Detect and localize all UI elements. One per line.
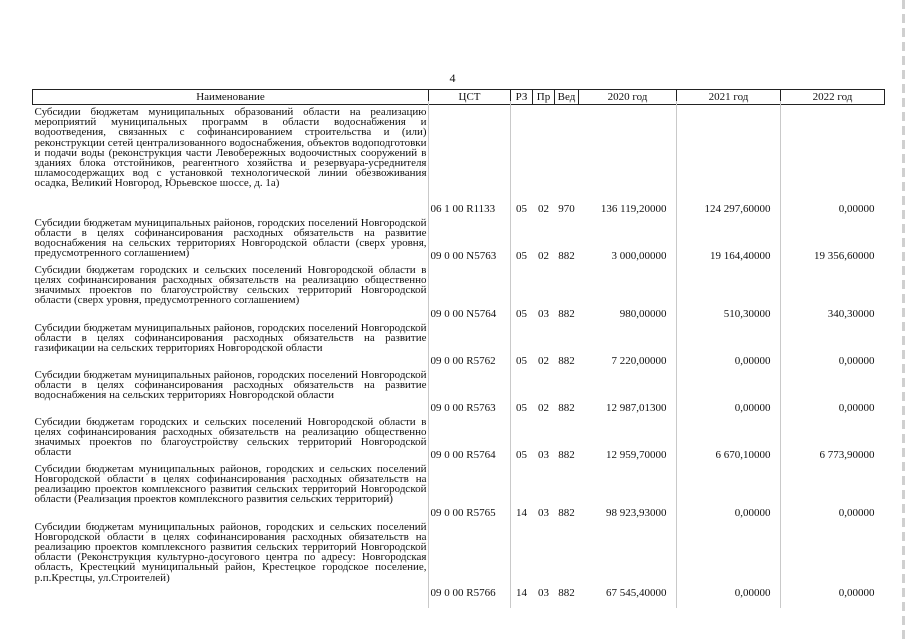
- row-rz: 05: [516, 355, 527, 368]
- header-2020: 2020 год: [579, 90, 677, 105]
- table-row: [33, 216, 885, 263]
- row-2022: 19 356,60000: [814, 250, 875, 263]
- row-cst: 06 1 00 R1133: [430, 203, 496, 216]
- row-2022: 6 773,90000: [819, 449, 875, 462]
- row-name: Субсидии бюджетам муниципальных районов, городских поселений Новгородской области в целях софинансирования расходных обязательств на развитие водоснабжения на сельских территориях Новгородской области (сверх уровня, предусмотренного соглашением): [34, 216, 427, 260]
- row-2021: 0,00000: [734, 587, 771, 600]
- row-rz: 05: [516, 449, 527, 462]
- row-pr: 02: [538, 203, 549, 216]
- row-ved: 882: [558, 507, 575, 520]
- page-number: 4: [449, 71, 456, 85]
- row-cst: 09 0 00 R5762: [430, 355, 496, 368]
- row-2022: 0,00000: [838, 587, 875, 600]
- row-cst: 09 0 00 N5763: [430, 250, 497, 263]
- table-row: [33, 368, 885, 415]
- row-pr: 03: [538, 507, 549, 520]
- row-pr: 02: [538, 402, 549, 415]
- row-rz: 05: [516, 203, 527, 216]
- row-rz: 14: [516, 507, 527, 520]
- table-row: [33, 415, 885, 462]
- header-2022: 2022 год: [781, 90, 885, 105]
- row-name: Субсидии бюджетам муниципальных районов, городских и сельских поселений Новгородской области в целях софинансирования расходных обязательств на реализацию проектов комплексного развития сельских территорий Новгородской области (Реконструкция культурно-досугового центра по адресу: Новгородская область, Крестецкий муниципальный район, Крестецкое городское поселение, р.п.Крестцы, ул.Строителей): [34, 520, 427, 584]
- row-2020: 3 000,00000: [611, 250, 667, 263]
- row-2021: 0,00000: [734, 507, 771, 520]
- row-2021: 510,30000: [723, 308, 771, 321]
- table-header-row: [33, 90, 885, 105]
- row-2021: 19 164,40000: [710, 250, 771, 263]
- row-rz: 05: [516, 402, 527, 415]
- table-row: [33, 321, 885, 368]
- row-name: Субсидии бюджетам муниципальных районов, городских и сельских поселений Новгородской области в целях софинансирования расходных обязательств на реализацию проектов комплексного развития сельских территорий Новгородской области (Реализация проектов комплексного развития сельских территорий): [34, 462, 427, 506]
- column-divider: [676, 101, 677, 608]
- row-cst: 09 0 00 R5765: [430, 507, 496, 520]
- header-cst: ЦСТ: [429, 90, 511, 105]
- row-pr: 02: [538, 355, 549, 368]
- row-2020: 980,00000: [619, 308, 667, 321]
- row-ved: 882: [558, 402, 575, 415]
- row-2020: 12 959,70000: [606, 449, 667, 462]
- row-rz: 05: [516, 308, 527, 321]
- row-name: Субсидии бюджетам муниципальных образований области на реализацию мероприятий муниципальных программ в области водоснабжения и водоотведения, связанных с софинансированием строительства и (или) реконструкции сетей централизованного водоснабжения, объектов водоподготовки и подачи воды (реконструкция части Левобережных водоочистных сооружений в зданиях блока отстойников, реагентного хозяйства и резервуара-усреднителя шламосодержащих вод с установкой технологической линии обезвоживания осадка, Великий Новгород, Юрьевское шоссе, д. 1а): [34, 106, 427, 190]
- row-2022: 0,00000: [838, 402, 875, 415]
- row-pr: 03: [538, 449, 549, 462]
- table-row: [33, 462, 885, 520]
- row-cst: 09 0 00 R5766: [430, 587, 496, 600]
- column-divider: [428, 101, 429, 608]
- header-2021: 2021 год: [677, 90, 781, 105]
- row-ved: 882: [558, 355, 575, 368]
- row-ved: 882: [558, 587, 575, 600]
- row-2022: 0,00000: [838, 507, 875, 520]
- row-2020: 7 220,00000: [611, 355, 667, 368]
- row-name: Субсидии бюджетам городских и сельских поселений Новгородской области в целях софинансирования расходных обязательств на реализацию общественно значимых проектов по благоустройству сельских территорий Новгородской области: [34, 415, 427, 459]
- table-row: [33, 105, 885, 216]
- row-ved: 882: [558, 308, 575, 321]
- row-2022: 0,00000: [838, 355, 875, 368]
- table-row: [33, 263, 885, 321]
- column-divider: [510, 101, 511, 608]
- row-name: Субсидии бюджетам муниципальных районов, городских поселений Новгородской области в целях софинансирования расходных обязательств на развитие водоснабжения на сельских территориях Новгородской области: [34, 368, 427, 401]
- row-cst: 09 0 00 N5764: [430, 308, 497, 321]
- row-2020: 67 545,40000: [606, 587, 667, 600]
- row-rz: 14: [516, 587, 527, 600]
- row-ved: 882: [558, 250, 575, 263]
- row-2021: 6 670,10000: [715, 449, 771, 462]
- row-2021: 124 297,60000: [704, 203, 771, 216]
- row-2022: 340,30000: [827, 308, 875, 321]
- row-pr: 02: [538, 250, 549, 263]
- row-2020: 98 923,93000: [606, 507, 667, 520]
- row-pr: 03: [538, 587, 549, 600]
- row-cst: 09 0 00 R5764: [430, 449, 496, 462]
- column-divider: [780, 101, 781, 608]
- row-pr: 03: [538, 308, 549, 321]
- row-2021: 0,00000: [734, 355, 771, 368]
- row-ved: 882: [558, 449, 575, 462]
- row-name: Субсидии бюджетам городских и сельских поселений Новгородской области в целях софинансирования расходных обязательств на реализацию общественно значимых проектов по благоустройству сельских территорий Новгородской области (сверх уровня, предусмотренного соглашением): [34, 263, 427, 307]
- row-cst: 09 0 00 R5763: [430, 402, 496, 415]
- row-2020: 12 987,01300: [606, 402, 667, 415]
- row-2022: 0,00000: [838, 203, 875, 216]
- row-2020: 136 119,20000: [600, 203, 667, 216]
- header-name: Наименование: [33, 90, 429, 105]
- header-ved: Вед: [555, 90, 579, 105]
- row-rz: 05: [516, 250, 527, 263]
- row-name: Субсидии бюджетам муниципальных районов, городских поселений Новгородской области в целях софинансирования расходных обязательств на развитие газификации на сельских территориях Новгородской области: [34, 321, 427, 354]
- table-row: [33, 520, 885, 600]
- budget-table: [32, 89, 885, 600]
- header-rz: РЗ: [511, 90, 533, 105]
- row-ved: 970: [558, 203, 575, 216]
- row-2021: 0,00000: [734, 402, 771, 415]
- header-pr: Пр: [533, 90, 555, 105]
